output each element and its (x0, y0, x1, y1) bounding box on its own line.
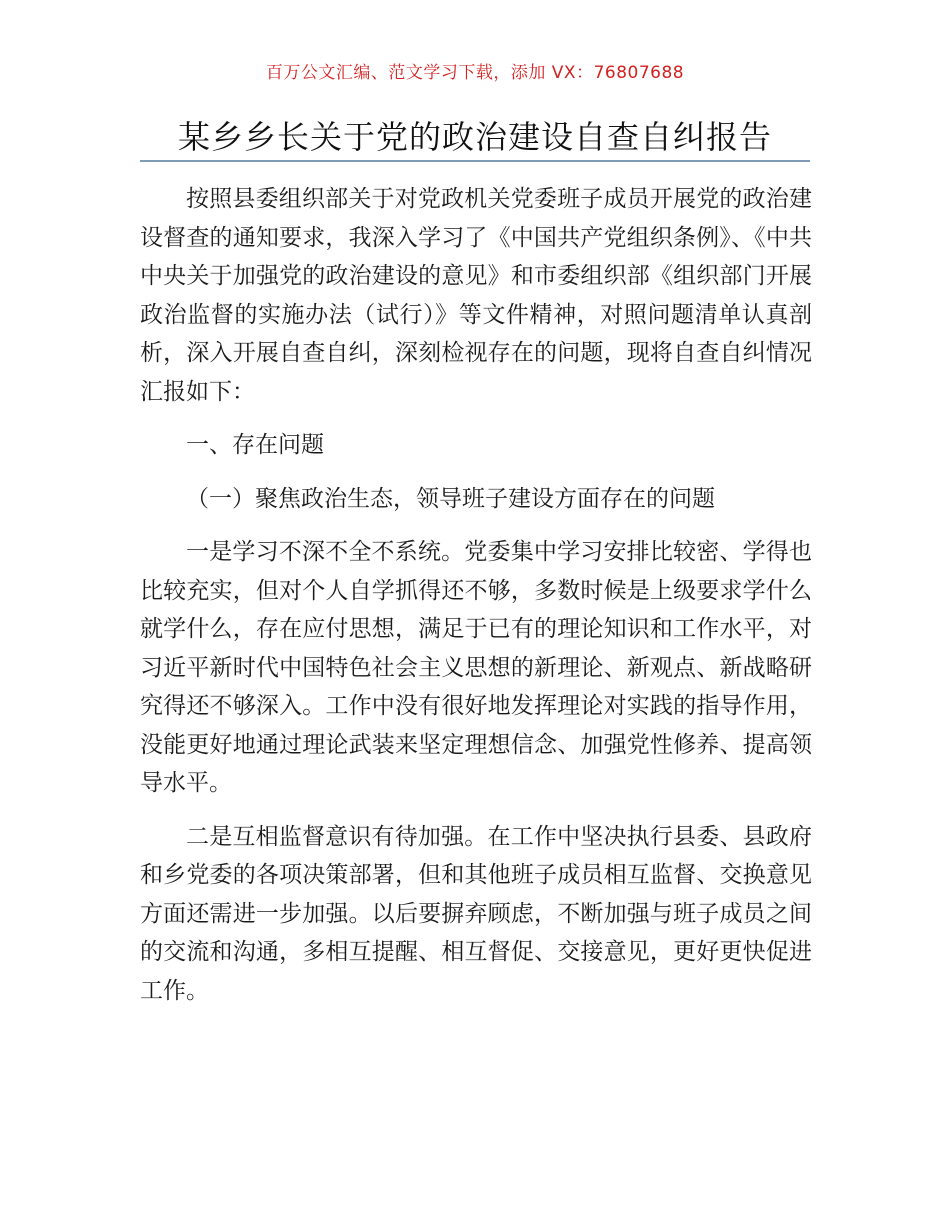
document-body (140, 180, 812, 1025)
subsection-heading: （一）聚焦政治生态，领导班子建设方面存在的问题 (186, 485, 715, 512)
section-heading: 一、存在问题 (186, 432, 324, 458)
point-two-paragraph: 二是互相监督意识有待加强。在工作中坚决执行县委、县政府和乡党委的各项决策部署，但和其他班子成员相互监督、交换意见方面还需进一步加强。以后要摒弃顾虑，不断加强与班子成员之间的交流和沟通，多相互提醒、相互督促、交接意见，更好更快促进工作。 (140, 823, 812, 1004)
title-divider (140, 160, 810, 162)
document-title: 某乡乡长关于党的政治建设自查自纠报告 (177, 118, 772, 156)
point-one-paragraph: 一是学习不深不全不系统。党委集中学习安排比较密、学得也比较充实，但对个人自学抓得还不够，多数时候是上级要求学什么就学什么，存在应付思想，满足于已有的理论知识和工作水平，对习近平新时代中国特色社会主义思想的新理论、新观点、新战略研究得还不够深入。工作中没有很好地发挥理论对实践的指导作用，没能更好地通过理论武装来坚定理想信念、加强党性修养、提高领导水平。 (140, 539, 812, 796)
header-contact-note: 百万公文汇编、范文学习下载，添加 VX：76807688 (265, 63, 685, 83)
intro-paragraph: 按照县委组织部关于对党政机关党委班子成员开展党的政治建设督查的通知要求，我深入学习了《中国共产党组织条例》、《中共中央关于加强党的政治建设的意见》和市委组织部《组织部门开展政治监督的实施办法（试行）》等文件精神，对照问题清单认真剖析，深入开展自查自纠，深刻检视存在的问题，现将自查自纠情况汇报如下： (140, 186, 812, 405)
